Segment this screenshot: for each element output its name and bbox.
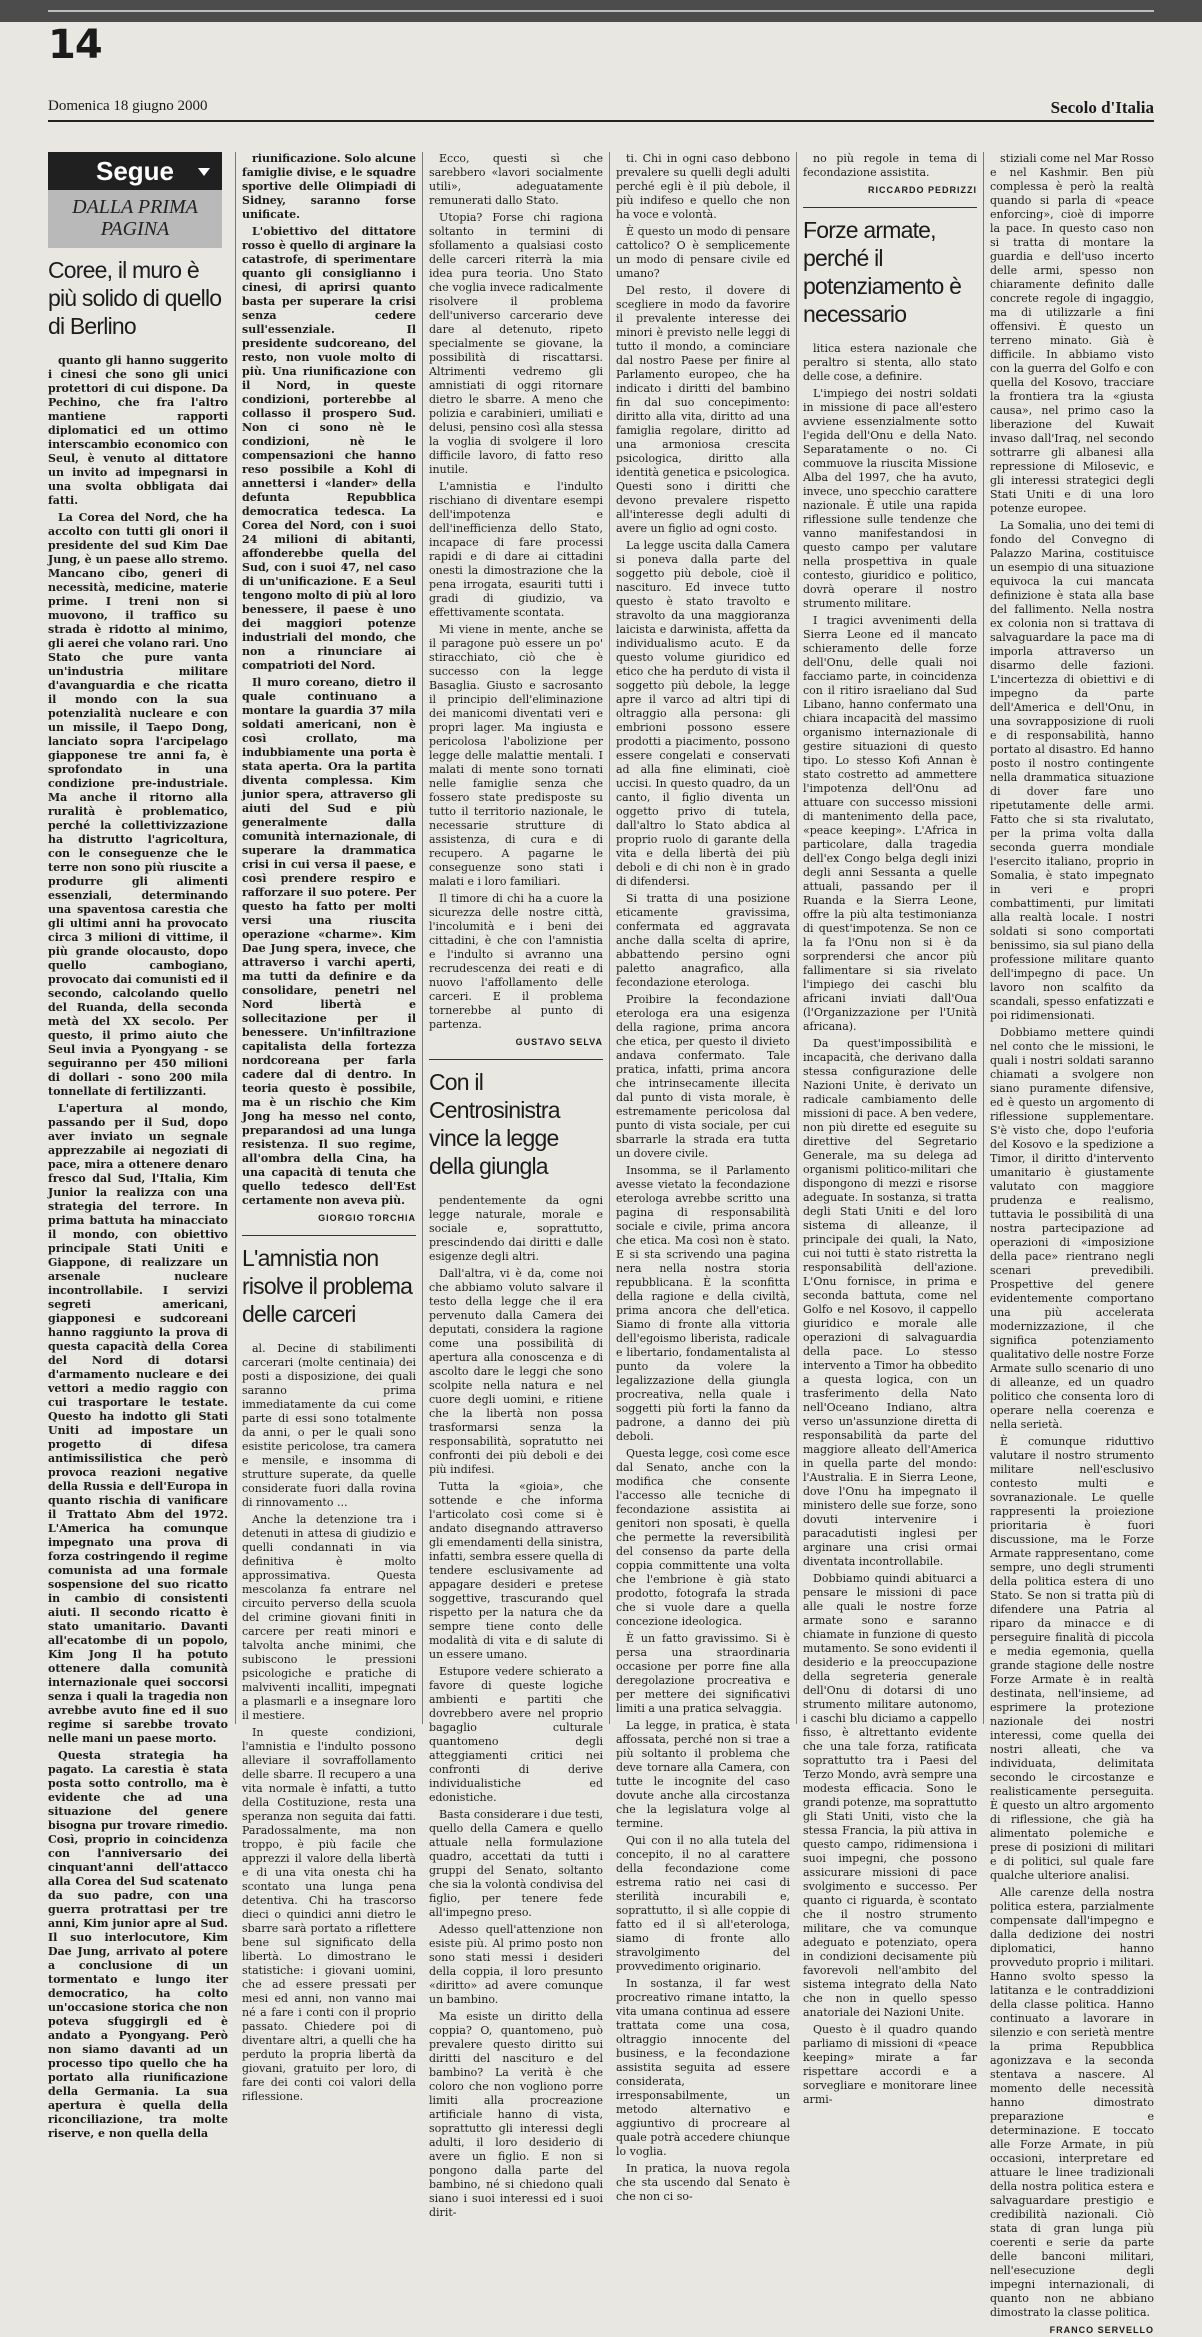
- paragraph: Questa legge, così come esce dal Senato, anche con la modifica che consente l'accesso alle tecniche di fecondazione assistita ai genitori non sposati, è quella che permette la reversibilità del consenso da parte della coppia committente una volta che l'embrione è già stato prodotto, fotografa la strada che si vuole dare a quella concezione ideologica.: [616, 1447, 790, 1628]
- paragraph: L'amnistia e l'indulto rischiano di diventare esempi dell'impotenza e dell'inefficienza dello Stato, incapace di fare processi rapidi e di dare ai cittadini onesti la dimostrazione che la pena irrogata, esauriti tutti i gradi di giudizio, va effettivamente scontata.: [429, 480, 603, 619]
- column-separator: [796, 152, 797, 1724]
- from-front-page-label: DALLA PRIMA PAGINA: [48, 190, 222, 248]
- page-number: 14: [48, 22, 102, 68]
- paragraph: Estupore vedere schierato a favore di queste logiche ambienti e partiti che dovrebbero avere nel proprio bagaglio culturale quantomeno degli atteggiamenti critici nei confronti di derive individualistiche ed edonistiche.: [429, 1665, 603, 1804]
- paragraph: riunificazione. Solo alcune famiglie divise, e le squadre sportive delle Olimpiadi di Sidney, saranno forse unificate.: [242, 152, 417, 221]
- headline-centrosinistra: Con il Centrosinistra vince la legge della giungla: [429, 1069, 560, 1179]
- paragraph: In sostanza, il far west procreativo rimane intatto, la vita umana continua ad essere trattata come una cosa, oltraggio innocente del business, e la fecondazione assistita seguita ad essere considerata, irresponsabilmente, un metodo alternativo e aggiuntivo di procreare al quale potrà accedere chiunque lo voglia.: [616, 1977, 790, 2158]
- column-1: [48, 152, 229, 2140]
- column-2: [242, 152, 417, 2103]
- paragraph: ti. Chi in ogni caso debbono prevalere su quelli degli adulti perché egli è il più debole, il più indifeso e quello che non ha voce e volontà.: [616, 152, 790, 221]
- column-4: [616, 152, 790, 2203]
- headline-forze-armate: Forze armate, perché il potenziamento è necessario: [803, 217, 962, 327]
- top-band: [0, 0, 1202, 22]
- paragraph: quanto gli hanno suggerito i cinesi che sono gli unici protettori di cui dispone. Da Pechino, che fra l'altro mantiene rapporti diplomatici ed un ottimo interscambio economico con Seul, è venuto al dittatore un invito ad impegnarsi in una svolta obbligata dai fatti.: [48, 354, 228, 507]
- paragraph: Ecco, questi sì che sarebbero «lavori socialmente utili», adeguatamente remunerati dallo Stato.: [429, 152, 603, 207]
- divider: [803, 207, 977, 208]
- paragraph: In queste condizioni, l'amnistia e l'indulto possono alleviare il sovraffollamento delle sbarre. Il recupero a una vita normale è infatti, a tutto della Costituzione, resta una speranza non seguita dai fatti. Paradossalmente, ma non troppo, è più facile che apprezzi il valore della libertà e di una vita onesta chi ha scontato una lunga pena detentiva. Chi ha trascorso dieci o quindici anni dietro le sbarre sarà portato a riflettere bene sul significato della libertà. Lo dimostrano le statistiche: i giovani uomini, che ad essere pressati per mesi ed anni, non vanno mai né a fare i conti con il proprio passato. Chiedere poi di diventare altri, a quelli che ha perduto la propria libertà da giovani, gratuito per loro, di fare dei conti coi valori della riflessione.: [242, 1726, 416, 2103]
- column-separator: [235, 152, 236, 1724]
- column-separator: [983, 152, 984, 1724]
- paragraph: È comunque riduttivo valutare il nostro strumento militare nell'esclusivo contesto multi e sovranazionale. Le quelle rappresenti la proiezione prioritaria è fuori discussione, ma le Forze Armate rappresentano, come sempre, uno degli strumenti della politica estera di uno Stato. Se non si tratta più di difendere una Patria al riparo da minacce e di perseguire finalità di piccola e media egemonia, quella grande stagione delle nostre Forze Armate è in realtà destinata, nell'insieme, ad esprimere la protezione nazionale dei nostri interessi, come quella dei nostri alleati, che va individuata, delimitata secondo le circostanze e realisticamente perseguita. È questo un altro argomento di riflessione, che già ha alimentato polemiche e prese di posizioni di militari e di politici, sul quale fare qualche ulteriore analisi.: [990, 1435, 1154, 1882]
- paragraph: Si tratta di una posizione eticamente gravissima, confermata ed aggravata anche dalla scelta di aprire, abbattendo persino ogni paletto anagrafico, alla fecondazione eterologa.: [616, 892, 790, 989]
- paragraph: Mi viene in mente, anche se il paragone può essere un po' stiracchiato, ciò che è successo con la legge Basaglia. Giusto e sacrosanto il principio dell'eliminazione dei manicomi diventati veri e propri lager. Ma ingiusta e pericolosa l'abolizione per legge delle malattie mentali. I malati di mente sono tornati nelle famiglie senza che fossero state predisposte su tutto il territorio nazionale, le necessarie strutture di assistenza, di cura e di recupero. A pagarne le conseguenze sono stati i malati e i loro familiari.: [429, 623, 603, 888]
- paragraph: Del resto, il dovere di scegliere in modo da favorire il prevalente interesse dei minori è previsto nelle leggi di tutto il mondo, a cominciare dal nostro Paese per finire al Parlamento europeo, che ha indicato i diritti del bambino fin dal suo concepimento: diritto alla vita, diritto ad una famiglia regolare, diritto ad una armoniosa crescita psicologica, diritto alla identità genetica e psicologica. Questi sono i diritti che devono prevalere rispetto all'interesse degli adulti di avere un figlio ad ogni costo.: [616, 284, 790, 535]
- paragraph: al. Decine di stabilimenti carcerari (molte centinaia) dei posti a disposizione, dei quali saranno prima immediatamente da cui come parte di essi sono totalmente da anni, o per le quali sono esistite pericolose, tra camera e mensile, e insomma di strutture superate, da quelle considerate fuori dalla rovina di rinnovamento ...: [242, 1342, 416, 1509]
- paragraph: Basta considerare i due testi, quello della Camera e quello attuale nella formulazione quadro, accettati da tutti i gruppi del Senato, soltanto che sia la volontà condivisa del figlio, per tenere fede all'impegno preso.: [429, 1808, 603, 1919]
- column-separator: [609, 152, 610, 1724]
- column-3: [429, 152, 603, 2219]
- paragraph: La Corea del Nord, che ha accolto con tutti gli onori il presidente del sud Kim Dae Jung, è un paese allo stremo. Mancano cibo, generi di necessità, medicine, materie prime. I treni non si muovono, il traffico su strada è ridotto al minimo, gli aerei che volano rari. Uno Stato che pure vanta un'industria militare d'avanguardia e che ricatta il mondo con la sua potenzialità nucleare e con un missile, il Taepo Dong, lanciato sopra l'arcipelago giapponese tre anni fa, è sprofondato in una condizione pre-industriale. Ma anche il ritorno alla ruralità è problematico, perché la collettivizzazione ha distrutto l'agricoltura, con le conseguenze che le terre non sono più riuscite a produrre gli alimenti essenziali, determinando una spaventosa carestia che gli ultimi anni ha provocato circa 3 milioni di vittime, il più grande olocausto, dopo quello cambogiano, provocato dai comunisti ed il secondo, calcolando quello del Ruanda, della seconda metà del XX secolo. Per questo, il primo aiuto che Seul invia a Pyongyang - se seguiranno per 450 milioni di dollari - sono 200 mila tonnellate di fertilizzanti.: [48, 511, 229, 1098]
- paragraph: L'impiego dei nostri soldati in missione di pace all'estero avviene essenzialmente sotto l'egida dell'Onu e della Nato. Separatamente o no. Ci commuove la riuscita Missione Alba del 1997, che ha avuto, invece, uno specchio carattere nazionale. È utile una rapida riflessione sulle tendenze che vanno manifestandosi in questo campo per valutare nella prospettiva in quale contesto, giuridico e politico, dovrà operare il nostro strumento militare.: [803, 387, 977, 610]
- column-5: [803, 152, 977, 2106]
- paragraph: È un fatto gravissimo. Si è persa una straordinaria occasione per porre fine alla deregolazione procreativa e per mettere dei significativi limiti a una pratica selvaggia.: [616, 1632, 790, 1715]
- paragraph: La Somalia, uno dei temi di fondo del Convegno di Palazzo Marina, costituisce un esempio di una situazione equivoca la cui mancata definizione è stata alla base del fallimento. Nella nostra ex colonia non si trattava di salvaguardare la pace ma di imporla attraverso un disarmo delle fazioni. L'incertezza di obiettivi e di impegno da parte dell'America e dell'Onu, in una sovrapposizione di ruoli e di responsabilità, hanno portato al disastro. Ed hanno posto il nostro contingente nella drammatica situazione di dover fare uno ripetutamente delle armi. Fatto che si sta rivalutato, per la prima volta dalla seconda guerra mondiale l'esercito italiano, proprio in Somalia, è stato impegnato in veri e propri combattimenti, pur limitati alla realtà locale. I nostri soldati si sono comportati benissimo, sia sul piano della professione militare quanto dell'impegno di pace. Un lavoro non scalfito da scandali, spesso enfatizzati e poi ridimensionati.: [990, 519, 1154, 1022]
- column-6: [990, 152, 1154, 2335]
- paragraph: Utopia? Forse chi ragiona soltanto in termini di sfollamento a qualsiasi costo delle carceri riterrà la mia idea pura teoria. Uno Stato che voglia invece radicalmente risolvere il problema dell'universo carcerario deve dare al detenuto, ripeto specialmente se giovane, la possibilità di riscattarsi. Altrimenti vedremo gli amnistiati di oggi ritornare dietro le sbarre. A meno che polizia e carabinieri, umiliati e delusi, pensino così alla stessa la voglia di svolgere il loro difficile lavoro, di fatto reso inutile.: [429, 211, 603, 476]
- paragraph: L'obiettivo del dittatore rosso è quello di arginare la catastrofe, di sperimentare quanto gli consiglianno i cinesi, di aprirsi quanto basta per superare la crisi senza cedere sull'essenziale. Il presidente sudcoreano, del resto, non vuole molto di più. Una riunificazione con il Nord, in queste condizioni, porterebbe al collasso il prospero Sud. Non ci sono nè le condizioni, nè le compensazioni che hanno reso possibile a Kohl di annettersi i «lander» della defunta Repubblica democratica tedesca. La Corea del Nord, con i suoi 24 milioni di abitanti, affonderebbe quella del Sud, con i suoi 47, nel caso di un'unificazione. E a Seul tengono molto di più al loro benessere, il paese è uno dei maggiori potenze industriali del mondo, che non a rinunciare ai compatrioti del Nord.: [242, 225, 416, 672]
- paragraph: Il muro coreano, dietro il quale continuano a montare la guardia 37 mila soldati americani, non è così crollato, ma indubbiamente una porta è stata aperta. Ora la partita diventa complessa. Kim junior spera, attraverso gli aiuti del Sud e più generalmente dalla comunità internazionale, di superare la drammatica crisi in cui versa il paese, e così prendere respiro e rafforzare il suo potere. Per questo ha fatto per molti versi una riuscita operazione «charme». Kim Dae Jung spera, invece, che attraverso i varchi aperti, ma tutti da definire e da consolidare, penetri nel Nord libertà e sollecitazione per il benessere. Un'infiltrazione capitalista della fortezza nordcoreana per farla cadere dal di dentro. In teoria questo è possibile, ma è un rischio che Kim Jong ha messo nel conto, preparandosi ad una lunga resistenza. Il suo regime, all'ombra della Cina, ha una capacità di tenuta che quello tedesco dell'Est certamente non aveva più.: [242, 676, 416, 1207]
- article-coree-cont: [242, 152, 416, 1208]
- author-signature: RICCARDO PEDRIZZI: [868, 185, 977, 195]
- author-signature: GIORGIO TORCHIA: [318, 1213, 416, 1223]
- masthead: Secolo d'Italia: [1050, 98, 1154, 117]
- paragraph: In pratica, la nuova regola che sta uscendo dal Senato è che non ci so-: [616, 2162, 790, 2203]
- paragraph: stiziali come nel Mar Rosso e nel Kashmir. Ben più complessa è però la realtà quando si parla di «peace enforcing», cioè di imporre la pace. In questo caso non si tratta di montare la guardia e dell'uso incerto delle armi, spesso non chiaramente definito dalle concrete regole di ingaggio, ma di utilizzarle a fini offensivi. È questo un terreno minato. Già è difficile. In abbiamo visto con la guerra del Golfo e con quella del Kosovo, tracciare la frontiera tra la «giusta causa», nel primo caso la liberazione del Kuwait invaso dall'Iraq, nel secondo sottrarre gli albanesi alla repressione di Milosevic, e gli interessi strategici degli Stati Uniti e di una loro potenze europee.: [990, 152, 1154, 515]
- paragraph: Adesso quell'attenzione non esiste più. Al primo posto non sono stati messi i desideri della coppia, il loro presunto «diritto» ad avere comunque un bambino.: [429, 1923, 603, 2006]
- paragraph: Ma esiste un diritto della coppia? O, quantomeno, può prevalere questo diritto sui diritti del nascituro e del bambino? La verità è che coloro che non vogliono porre limiti alla procreazione artificiale hanno di vista, soprattutto gli interessi degli adulti, il loro desiderio di avere un figlio. E non si pongono dalla parte del bambino, né si chiedono quali siano i suoi interessi ed i suoi dirit-: [429, 2010, 603, 2219]
- paragraph: Dall'altra, vi è da, come noi che abbiamo voluto salvare il testo della legge che il era pervenuto dalla Camera dei deputati, considera la ragione come una possibilità di apertura alla conoscenza e di ascolto dare le leggi che sono scolpite nella natura e nel cuore degli uomini, e ritiene che la libertà non possa trasformarsi senza la responsabilità, sopratutto nei confronti dei più deboli e dei più indifesi.: [429, 1267, 603, 1476]
- paragraph: Dobbiamo quindi abituarci a pensare le missioni di pace alle quali le nostre forze armate sono e saranno chiamate in funzione di questo mutamento. Se sono evidenti il desiderio e la preoccupazione della segreteria generale dell'Onu di dotarsi di uno strumento militare autonomo, i caschi blu diciamo a cappello fisso, è altrettanto evidente che una tale forza, ratificata soprattutto tra i Paesi del Terzo Mondo, avrà sempre una modesta efficacia. Sono le grandi potenze, ma soprattutto gli Stati Uniti, visto che la stessa Francia, la più attiva in questo campo, ridimensiona i suoi impegni, che possono assicurare missioni di pace svolgimento e successo. Per quanto ci riguarda, è scontato che il nostro strumento militare, che va comunque adeguato e potenziato, opera in condizioni decisamente più favorevoli nell'ambito del sistema integrato della Nato che non in quello spesso anatoriale dei Nazioni Unite.: [803, 1572, 977, 2019]
- paragraph: Tutta la «gioia», che sottende e che informa l'articolato così come si è andato disegnando attraverso gli emendamenti della sinistra, infatti, sembra essere quella di tendere esclusivamente ad appagare desideri e pretese soggettive, trascurando quel rispetto per la natura che da sempre tiene conto delle modalità di vita e di salute di un essere umano.: [429, 1480, 603, 1661]
- paragraph: Anche la detenzione tra i detenuti in attesa di giudizio e quelli condannati in via definitiva è molto approssimativa. Questa mescolanza fa entrare nel circuito perverso della scuola del crimine giovani finiti in carcere per reati minori e talvolta anche minimi, che subiscono le pressioni psicologiche e pratiche di malviventi incalliti, impegnati a plasmarli e a insegnare loro il mestiere.: [242, 1513, 416, 1722]
- segue-label: Segue: [95, 156, 175, 186]
- segue-box: [48, 152, 222, 190]
- paragraph: Questo è il quadro quando parliamo di missioni di «peace keeping» mirate a far rispettare accordi e a sorvegliare e monitorare linee armi-: [803, 2023, 977, 2106]
- article-coree-lead: [48, 354, 228, 2141]
- paragraph: litica estera nazionale che peraltro si stenta, allo stato delle cose, a definire.: [803, 342, 977, 383]
- paragraph: Qui con il no alla tutela del concepito, il no al carattere della fecondazione come estrema ratio nei casi di sterilità incurabili e, soprattutto, il sì alle coppie di fatto ed il sì all'eterologa, siamo di fronte allo stravolgimento del provvedimento originario.: [616, 1834, 790, 1973]
- header-rule: [48, 120, 1154, 122]
- paragraph: Da quest'impossibilità e incapacità, che derivano dalla stessa configurazione delle Nazioni Unite, è derivato un radicale cambiamento delle missioni di pace. A ben vedere, non più dirette ed eseguite su direttive del Segretario Generale, ma su delega ad organismi politico-militari che dispongono di mezzi e risorse adeguate. In sostanza, si tratta degli Stati Uniti e del loro sistema di alleanze, il principale dei quali, la Nato, cui noi tutti è stato ristretta la responsabilità dell'azione. L'Onu fornisce, in prima e seconda battuta, come nel Golfo e nel Kosovo, il cappello giuridico e morale alle operazioni di salvaguardia della pace. Lo stesso intervento a Timor ha obbedito a questa logica, con un trasferimento della Nato nell'Oceano Indiano, altra verso un'assunzione diretta di responsabilità da parte del maggiore alleato dell'America in quella parte del mondo: l'Australia. E in Sierra Leone, dove l'Onu ha impegnato il ministero delle sue forze, sono dovuti intervenire i paracadutisti inglesi per arginare una crisi ormai diventata incontrollabile.: [803, 1037, 977, 1568]
- paragraph: I tragici avvenimenti della Sierra Leone ed il mancato schieramento delle forze dell'Onu, delle quali noi facciamo parte, in coincidenza con il ritiro israeliano dal Sud Libano, hanno confermato una chiara incapacità del massimo organismo internazionale di gestire situazioni di questo tipo. Lo stesso Kofi Annan è stato costretto ad ammettere l'impotenza dell'Onu ad attuare con successo missioni di mantenimento della pace, «peace keeping». L'Africa in particolare, dalla tragedia dell'ex Congo belga degli inizi degli anni Sessanta a quelle attuali, passando per il Ruanda e la Sierra Leone, offre la più alta testimonianza di quest'impotenza. Se non ce la fa l'Onu non si è da sorprendersi che ancor più fallimentare si sia rivelato l'impiego dei caschi blu africani inviati dall'Oua (l'Organizzazione per l'Unità africana).: [803, 614, 977, 1033]
- divider: [242, 1235, 416, 1236]
- paragraph: La legge uscita dalla Camera si poneva dalla parte del soggetto più debole, cioè il nascituro. Ed invece tutto questo è stato travolto e stravolto da una maggioranza laicista e darwinista, affetta da individualismo acuto. E da questo volume giuridico ed etico che ha perduto di vista il soggetto più debole, la legge apre il varco ad altri tipi di oltraggio alla persona: gli embrioni possono essere prodotti a piacimento, possono essere congelati e conservati ad alla fine eliminati, cioè uccisi. In questo quadro, da un canto, il figlio diventa un oggetto privo di tutela, dall'altro lo Stato abdica al proprio ruolo di garante della vita e della libertà dei più deboli e di chi non è in grado di difendersi.: [616, 539, 790, 888]
- paragraph: Proibire la fecondazione eterologa era una esigenza della ragione, prima ancora che etica, per questo il divieto andava confermato. Tale pratica, infatti, prima ancora che intrinsecamente illecita dal punto di vista morale, è estremamente pericolosa dal punto di vista sociale, per cui sbarrarle la strada era tutta un dovere civile.: [616, 993, 790, 1160]
- paragraph: Dobbiamo mettere quindi nel conto che le missioni, le quali i nostri soldati saranno chiamati a svolgere non siano puramente difensive, ed è questo un argomento di riflessione supplementare. S'è visto che, dopo l'euforia del Kosovo e la spedizione a Timor, il diritto d'intervento umanitario è giustamente valutato con maggiore prudenza e realismo, tuttavia le possibilità di una nostra partecipazione ad operazioni di «imposizione della pace» rientrano negli scenari prevedibili. Prospettive del genere evidentemente comportano una più accelerata modernizzazione, il che significa potenziamento qualitativo delle nostre Forze Armate sullo scenario di uno di alleanze, ed un quadro politico che consenta loro di operare nella coerenza e nella serietà.: [990, 1026, 1154, 1431]
- column-separator: [422, 152, 423, 1724]
- divider: [429, 1059, 603, 1060]
- paragraph: La legge, in pratica, è stata affossata, perché non si trae a più soltanto il problema che deve tornare alla Camera, con tutte le incognite del caso dovute anche alla circostanza che la legislatura volge al termine.: [616, 1719, 790, 1830]
- paragraph: L'apertura al mondo, passando per il Sud, dopo aver inviato un segnale apprezzabile ai negoziati di pace, mira a ottenere denaro fresco dal Sud, l'Italia, Kim Junior la realizza con una strategia del terrore. In prima battuta ha minacciato il mondo, con obiettivo principale Stati Uniti e Giappone, di realizzare un arsenale nucleare incontrollabile. I servizi segreti americani, giapponesi e sudcoreani hanno raggiunto la prova di questa capacità della Corea del Nord di dotarsi d'armamento nucleare e dei vettori a medio raggio con cui trasportare le testate. Questo ha indotto gli Stati Uniti ad impostare un progetto di difesa antimissilistica che però provoca reazioni negative della Russia e dell'Europa in quanto rischia di vanificare il Trattato Abm del 1972. L'America ha comunque impegnato una prova di forza costringendo il regime comunista ad una formale sospensione del suo ricatto in cambio di consistenti aiuti. Il secondo ricatto è stato umanitario. Davanti all'ecatombe di un popolo, Kim Jong Il ha potuto ottenere dalla comunità internazionale quei soccorsi senza i quali la tragedia non avrebbe avuto fine ed il suo regime si sarebbe trovato nelle mani un paese morto.: [48, 1102, 228, 1745]
- paragraph: pendentemente da ogni legge naturale, morale e sociale e, soprattutto, prescindendo dai diritti e dalle esigenze degli altri.: [429, 1194, 603, 1263]
- paragraph: Alle carenze della nostra politica estera, parzialmente compensate dall'impegno e dalla dedizione dei nostri diplomatici, hanno provveduto proprio i militari. Hanno svolto spesso la latitanza e le contraddizioni della classe politica. Hanno continuato a lavorare in silenzio e con serietà mentre la prima Repubblica agonizzava e la seconda stentava a nascere. Al momento delle necessità hanno dimostrato preparazione e determinazione. E toccato alle Forze Armate, in più occasioni, interpretare ed attuare le linee tradizionali della nostra politica estera e salvaguardare prestigio e credibilità nazionali. Ciò stata di gran lunga più coerenti e serie da parte delle banconi militari, nell'esecuzione degli impegni internazionali, di quanto non ne abbiano dimostrato la classe politica.: [990, 1886, 1154, 2319]
- headline-coree: Coree, il muro è più solido di quello di Berlino: [48, 257, 222, 339]
- paragraph: Insomma, se il Parlamento avesse vietato la fecondazione eterologa avrebbe scritto una pagina di responsabilità sociale e civile, prima ancora che etica. Ma così non è stato. E si sta scrivendo una pagina nera nella nostra storia repubblicana. È la sconfitta della ragione e della civiltà, prima ancora che dell'etica. Siamo di fronte alla vittoria dell'egoismo liberista, radicale e libertario, fondamentalista al punto da volere la legalizzazione della giungla procreativa, nella quale i soggetti più forti la fanno da padrone, a danno dei più deboli.: [616, 1164, 790, 1443]
- paragraph: Questa strategia ha pagato. La carestia è stata posta sotto controllo, ma è evidente che ad una situazione del genere bisogna pur trovare rimedio. Così, proprio in coincidenza con l'anniversario dei cinquant'anni dell'attacco alla Corea del Sud scatenato da suo padre, con una guerra protrattasi per tre anni, Kim junior apre al Sud. Il suo interlocutore, Kim Dae Jung, arrivato al potere a conclusione di un tormentato e lungo iter democratico, ha colto un'occasione storica che non poteva sfuggirgli ed è andato a Pyongyang. Però non siamo davanti ad un processo tipo quello che ha portato alla riunificazione della Germania. La sua apertura è quella della riconciliazione, tra molte riserve, e non quella della: [48, 1749, 228, 2140]
- paragraph: no più regole in tema di fecondazione assistita.: [803, 152, 977, 179]
- paragraph: È questo un modo di pensare cattolico? O è semplicemente un modo di pensare civile ed umano?: [616, 225, 790, 280]
- chevron-down-icon: [198, 168, 210, 176]
- dateline: Domenica 18 giugno 2000: [48, 98, 208, 114]
- headline-amnistia: L'amnistia non risolve il problema delle carceri: [242, 1245, 413, 1327]
- paragraph: Il timore di chi ha a cuore la sicurezza delle nostre città, l'incolumità e i beni dei cittadini, è che con l'amnistia e l'indulto si avranno una recrudescenza dei reati e di nuovo l'affollamento delle carceri. E il problema tornerebbe al punto di partenza.: [429, 892, 603, 1031]
- author-signature: FRANCO SERVELLO: [1049, 2325, 1154, 2335]
- author-signature: GUSTAVO SELVA: [515, 1037, 603, 1047]
